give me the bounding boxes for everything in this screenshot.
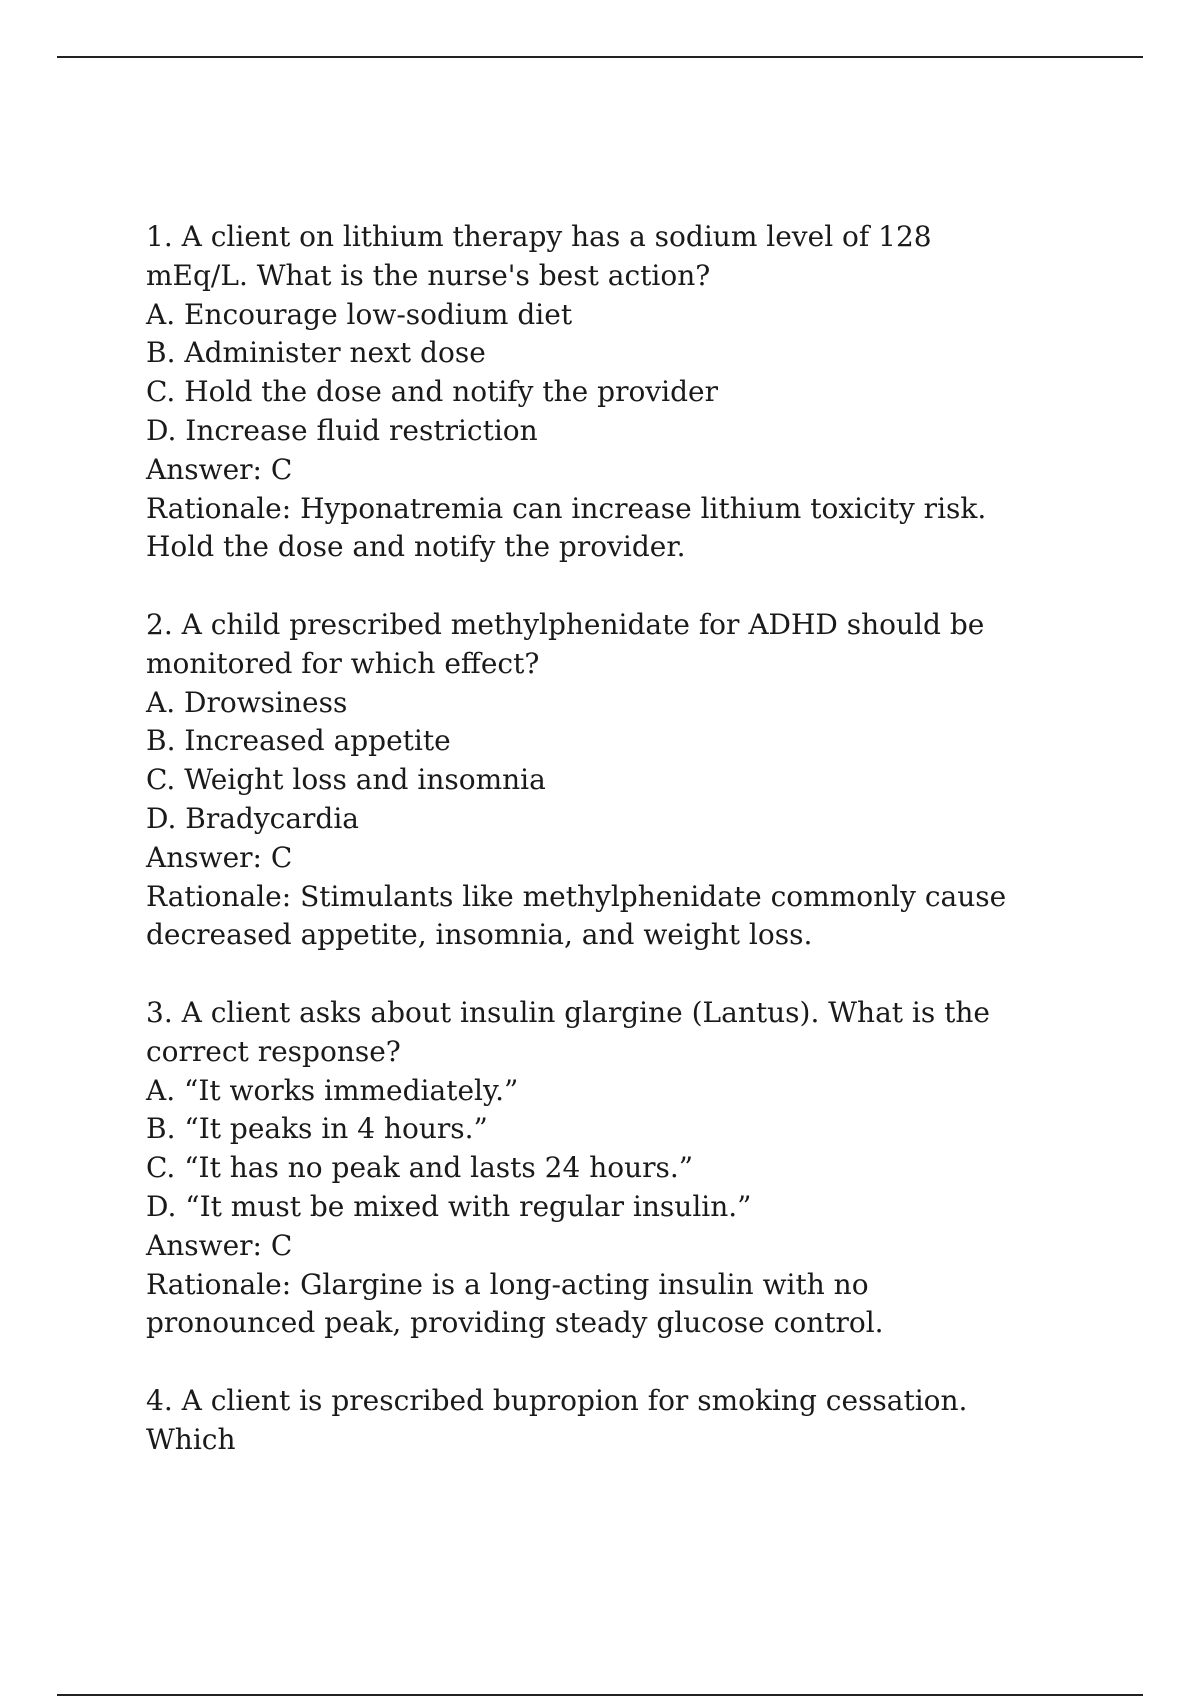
- rationale: Rationale: Hyponatremia can increase lithium toxicity risk. Hold the dose and notify the provider.: [146, 491, 996, 564]
- option-d: D. “It must be mixed with regular insulin.”: [146, 1189, 752, 1223]
- answer: Answer: C: [146, 452, 293, 486]
- option-d: D. Increase fluid restriction: [146, 413, 538, 447]
- question-1: [146, 218, 1026, 567]
- question-2: [146, 606, 1026, 955]
- question-stem: A client is prescribed bupropion for smoking cessation. Which: [146, 1383, 968, 1456]
- rationale: Rationale: Stimulants like methylphenidate commonly cause decreased appetite, insomnia, and weight loss.: [146, 879, 1016, 952]
- question-number: 3.: [146, 995, 173, 1029]
- question-number: 4.: [146, 1383, 173, 1417]
- option-b: B. Increased appetite: [146, 724, 451, 758]
- question-stem: A child prescribed methylphenidate for ADHD should be monitored for which effect?: [146, 607, 985, 680]
- option-d: D. Bradycardia: [146, 801, 359, 835]
- question-stem: A client asks about insulin glargine (Lantus). What is the correct response?: [146, 995, 990, 1068]
- question-number: 1.: [146, 220, 173, 253]
- question-4: [146, 1382, 1026, 1460]
- answer: Answer: C: [146, 1228, 293, 1262]
- rationale: Rationale: Glargine is a long-acting insulin with no pronounced peak, providing steady glucose control.: [146, 1267, 884, 1340]
- question-text: [146, 606, 1026, 684]
- question-text: [146, 994, 1026, 1072]
- option-c: C. Weight loss and insomnia: [146, 763, 546, 797]
- option-b: B. Administer next dose: [146, 336, 486, 370]
- question-text: [146, 218, 1026, 296]
- option-a: A. “It works immediately.”: [146, 1073, 519, 1107]
- top-rule: [57, 56, 1143, 58]
- question-stem: A client on lithium therapy has a sodium level of 128 mEq/L. What is the nurse's best action?: [146, 220, 932, 292]
- option-c: C. Hold the dose and notify the provider: [146, 375, 718, 409]
- question-3: [146, 994, 1026, 1343]
- option-a: A. Drowsiness: [146, 685, 348, 719]
- option-b: B. “It peaks in 4 hours.”: [146, 1112, 488, 1146]
- option-c: C. “It has no peak and lasts 24 hours.”: [146, 1151, 694, 1185]
- question-text: [146, 1382, 1026, 1460]
- question-number: 2.: [146, 607, 173, 641]
- option-a: A. Encourage low-sodium diet: [146, 297, 573, 331]
- bottom-rule: [57, 1694, 1143, 1696]
- answer: Answer: C: [146, 840, 293, 874]
- document-body: [146, 218, 1026, 1498]
